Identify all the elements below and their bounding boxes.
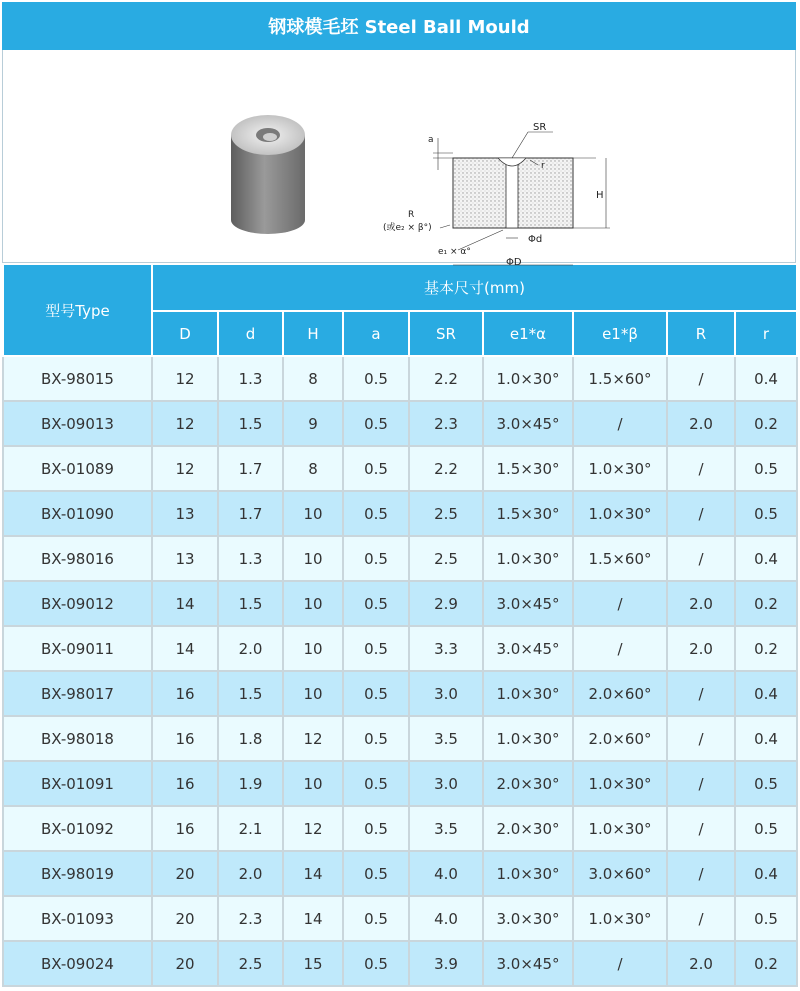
model-cell: BX-01089 (3, 446, 152, 491)
model-cell: BX-09011 (3, 626, 152, 671)
table-row (3, 716, 797, 761)
model-type-header: 型号Type (3, 264, 152, 356)
model-cell: BX-09024 (3, 941, 152, 986)
table-cell: 3.0×45° (483, 581, 573, 626)
image-panel (2, 50, 796, 268)
table-cell: 3.0 (409, 761, 483, 806)
table-cell: 1.0×30° (483, 716, 573, 761)
table-cell: / (667, 446, 735, 491)
table-cell: 0.5 (343, 851, 409, 896)
table-cell: 2.0×30° (483, 761, 573, 806)
table-cell: 1.0×30° (483, 851, 573, 896)
label-phi-big-d: ΦD (506, 257, 522, 268)
table-cell: 2.0 (667, 401, 735, 446)
column-header: e1*β (573, 311, 667, 356)
table-cell: 0.4 (735, 356, 797, 401)
model-cell: BX-01093 (3, 896, 152, 941)
label-sr: SR (533, 122, 547, 133)
dimension-diagram (378, 120, 623, 280)
table-cell: 2.2 (409, 446, 483, 491)
table-cell: 8 (283, 356, 343, 401)
table-cell: 9 (283, 401, 343, 446)
table-cell: 0.5 (343, 581, 409, 626)
table-cell: 1.0×30° (573, 491, 667, 536)
table-cell: 2.0×60° (573, 716, 667, 761)
table-cell: 2.0 (667, 581, 735, 626)
table-cell: 3.3 (409, 626, 483, 671)
table-cell: / (667, 491, 735, 536)
table-cell: 12 (283, 716, 343, 761)
table-cell: 2.0 (218, 626, 283, 671)
table-cell: 10 (283, 626, 343, 671)
table-cell: 0.5 (735, 491, 797, 536)
column-header: D (152, 311, 218, 356)
table-cell: 13 (152, 536, 218, 581)
column-header: d (218, 311, 283, 356)
table-cell: 2.5 (409, 491, 483, 536)
model-cell: BX-09012 (3, 581, 152, 626)
table-cell: 4.0 (409, 851, 483, 896)
table-cell: 3.0×60° (573, 851, 667, 896)
table-cell: 0.4 (735, 536, 797, 581)
table-cell: 0.5 (343, 446, 409, 491)
table-cell: 10 (283, 536, 343, 581)
table-cell: 3.0×45° (483, 401, 573, 446)
table-cell: 0.2 (735, 401, 797, 446)
table-body (3, 356, 797, 986)
table-cell: 14 (283, 851, 343, 896)
table-cell: 1.5×60° (573, 356, 667, 401)
table-cell: 12 (152, 356, 218, 401)
table-cell: / (667, 851, 735, 896)
model-cell: BX-98015 (3, 356, 152, 401)
table-row (3, 626, 797, 671)
model-cell: BX-09013 (3, 401, 152, 446)
table-cell: 0.5 (343, 671, 409, 716)
dimensions-group-header: 基本尺寸(mm) (152, 264, 797, 311)
table-cell: / (573, 581, 667, 626)
table-cell: / (667, 806, 735, 851)
model-cell: BX-98017 (3, 671, 152, 716)
table-cell: 1.0×30° (483, 671, 573, 716)
table-cell: 4.0 (409, 896, 483, 941)
table-cell: 0.4 (735, 716, 797, 761)
table-cell: 0.5 (343, 356, 409, 401)
table-cell: / (667, 536, 735, 581)
table-cell: 2.5 (218, 941, 283, 986)
label-a: a (428, 135, 434, 145)
table-cell: 10 (283, 581, 343, 626)
table-cell: 8 (283, 446, 343, 491)
table-cell: 2.9 (409, 581, 483, 626)
table-cell: 0.2 (735, 941, 797, 986)
table-cell: 2.3 (409, 401, 483, 446)
table-row (3, 356, 797, 401)
table-cell: 2.2 (409, 356, 483, 401)
table-cell: 16 (152, 761, 218, 806)
table-cell: / (573, 626, 667, 671)
table-cell: 2.0×60° (573, 671, 667, 716)
table-cell: / (667, 761, 735, 806)
table-cell: 1.0×30° (573, 806, 667, 851)
table-cell: / (667, 671, 735, 716)
table-cell: 1.5 (218, 401, 283, 446)
table-cell: / (573, 941, 667, 986)
table-cell: 2.0 (667, 941, 735, 986)
table-cell: 3.0×45° (483, 941, 573, 986)
table-cell: 12 (283, 806, 343, 851)
model-cell: BX-98016 (3, 536, 152, 581)
table-cell: 3.5 (409, 716, 483, 761)
table-cell: 1.5 (218, 581, 283, 626)
table-cell: 1.7 (218, 491, 283, 536)
table-row (3, 761, 797, 806)
table-row (3, 941, 797, 986)
mould-product-image (228, 100, 308, 240)
label-h: H (596, 190, 604, 201)
table-row (3, 581, 797, 626)
model-cell: BX-01092 (3, 806, 152, 851)
table-cell: 0.5 (343, 626, 409, 671)
table-cell: 14 (152, 626, 218, 671)
table-cell: 14 (283, 896, 343, 941)
table-cell: 12 (152, 446, 218, 491)
table-cell: 0.5 (343, 761, 409, 806)
table-row (3, 851, 797, 896)
table-cell: 12 (152, 401, 218, 446)
table-cell: 10 (283, 761, 343, 806)
table-row (3, 536, 797, 581)
spec-table (2, 263, 798, 987)
table-cell: 1.0×30° (573, 446, 667, 491)
table-cell: 0.5 (343, 941, 409, 986)
table-cell: 2.0×30° (483, 806, 573, 851)
label-phi-d: Φd (528, 234, 543, 245)
table-cell: 1.3 (218, 356, 283, 401)
table-cell: 3.0×45° (483, 626, 573, 671)
table-cell: 1.9 (218, 761, 283, 806)
table-cell: 14 (152, 581, 218, 626)
table-cell: 0.5 (343, 716, 409, 761)
table-cell: 3.0 (409, 671, 483, 716)
table-cell: 2.0 (667, 626, 735, 671)
table-cell: 0.4 (735, 851, 797, 896)
table-cell: 10 (283, 491, 343, 536)
table-cell: 20 (152, 851, 218, 896)
model-cell: BX-01091 (3, 761, 152, 806)
model-cell: BX-98018 (3, 716, 152, 761)
table-row (3, 896, 797, 941)
table-cell: 0.5 (735, 446, 797, 491)
table-cell: 0.2 (735, 581, 797, 626)
table-row (3, 491, 797, 536)
label-r: r (541, 161, 545, 171)
table-cell: 16 (152, 806, 218, 851)
table-row (3, 806, 797, 851)
table-cell: 3.5 (409, 806, 483, 851)
label-big-r: R (408, 210, 415, 220)
table-cell: 0.5 (343, 896, 409, 941)
table-cell: 0.5 (343, 401, 409, 446)
table-row (3, 671, 797, 716)
table-cell: 15 (283, 941, 343, 986)
table-cell: 1.5×60° (573, 536, 667, 581)
table-cell: 1.5 (218, 671, 283, 716)
table-row (3, 446, 797, 491)
table-cell: / (573, 401, 667, 446)
column-header: R (667, 311, 735, 356)
column-header: a (343, 311, 409, 356)
table-cell: 16 (152, 716, 218, 761)
table-cell: 1.8 (218, 716, 283, 761)
table-cell: 1.3 (218, 536, 283, 581)
column-header: SR (409, 311, 483, 356)
table-cell: 1.5×30° (483, 491, 573, 536)
table-cell: 3.9 (409, 941, 483, 986)
model-cell: BX-01090 (3, 491, 152, 536)
product-sheet (2, 2, 796, 987)
table-cell: 1.0×30° (483, 536, 573, 581)
table-cell: 0.2 (735, 626, 797, 671)
table-cell: 1.0×30° (483, 356, 573, 401)
table-cell: 0.5 (343, 536, 409, 581)
table-cell: 20 (152, 941, 218, 986)
table-cell: 0.5 (735, 806, 797, 851)
column-header: r (735, 311, 797, 356)
model-cell: BX-98019 (3, 851, 152, 896)
table-cell: 0.5 (343, 491, 409, 536)
table-cell: 2.5 (409, 536, 483, 581)
table-cell: 2.0 (218, 851, 283, 896)
table-cell: 16 (152, 671, 218, 716)
table-cell: 1.7 (218, 446, 283, 491)
table-cell: 1.0×30° (573, 896, 667, 941)
column-header: H (283, 311, 343, 356)
table-cell: 10 (283, 671, 343, 716)
table-cell: 13 (152, 491, 218, 536)
table-cell: 3.0×30° (483, 896, 573, 941)
table-cell: 2.1 (218, 806, 283, 851)
page-title: 钢球模毛坯 Steel Ball Mould (2, 2, 796, 50)
table-cell: 0.4 (735, 671, 797, 716)
table-cell: 1.0×30° (573, 761, 667, 806)
column-header: e1*α (483, 311, 573, 356)
table-cell: / (667, 716, 735, 761)
label-alt: (或e₂ × β°) (383, 223, 432, 233)
table-cell: 1.5×30° (483, 446, 573, 491)
table-row (3, 401, 797, 446)
table-cell: 20 (152, 896, 218, 941)
label-e1-alpha: e₁ × α° (438, 247, 471, 257)
table-cell: 0.5 (735, 761, 797, 806)
table-cell: / (667, 896, 735, 941)
table-cell: 0.5 (343, 806, 409, 851)
table-cell: / (667, 356, 735, 401)
table-cell: 2.3 (218, 896, 283, 941)
table-cell: 0.5 (735, 896, 797, 941)
